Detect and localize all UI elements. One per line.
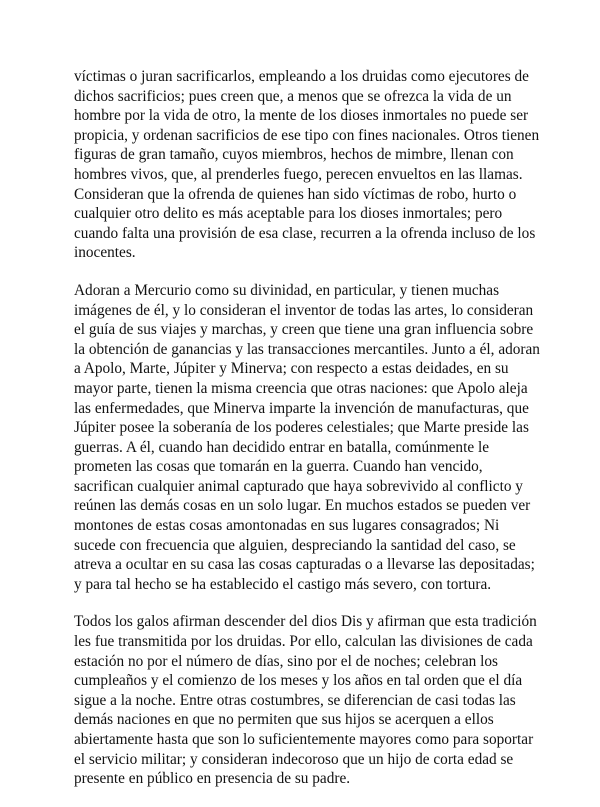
text-line: las enfermedades, que Minerva imparte la invención de manufacturas, que (74, 399, 529, 417)
text-line: mayor parte, tienen la misma creencia que otras naciones: que Apolo aleja (74, 379, 528, 397)
text-line: hombres vivos, que, al prenderles fuego, perecen envueltos en las llamas. (74, 165, 523, 183)
text-line: sucede con frecuencia que alguien, despreciando la santidad del caso, se (74, 536, 516, 554)
text-line: cualquier otro delito es más aceptable para los dioses inmortales; pero (74, 205, 503, 223)
text-line: Adoran a Mercurio como su divinidad, en particular, y tienen muchas (74, 281, 500, 299)
text-line: la obtención de ganancias y las transacciones mercantiles. Junto a él, adoran (74, 340, 540, 358)
text-line: a Apolo, Marte, Júpiter y Minerva; con respecto a estas deidades, en su (74, 360, 509, 378)
text-line: imágenes de él, y lo consideran el inventor de todas las artes, lo consideran (74, 301, 534, 319)
text-line: cuando falta una provisión de esa clase, recurren a la ofrenda incluso de los (74, 224, 536, 242)
text-line: dichos sacrificios; pues creen que, a menos que se ofrezca la vida de un (74, 87, 512, 105)
text-line: sigue a la noche. Entre otras costumbres, se diferencian de casi todas las (74, 691, 516, 709)
document-page (74, 67, 540, 807)
paragraph-2 (74, 281, 540, 595)
paragraph-3 (74, 612, 537, 788)
text-line: inocentes. (74, 244, 136, 262)
text-line: el servicio militar; y consideran indecoroso que un hijo de corta edad se (74, 750, 514, 768)
text-line: Júpiter posee la soberanía de los poderes celestiales; que Marte preside las (74, 419, 529, 437)
text-line: demás naciones en que no permiten que sus hijos se acerquen a ellos (74, 711, 494, 729)
text-line: Consideran que la ofrenda de quienes han sido víctimas de robo, hurto o (74, 185, 517, 203)
text-line: prometen las cosas que tomarán en la guerra. Cuando han vencido, (74, 458, 483, 476)
text-line: presente en público en presencia de su padre. (74, 770, 351, 788)
text-line: estación no por el número de días, sino por el de noches; celebran los (74, 652, 498, 670)
text-line: reúnen las demás cosas en un solo lugar. En muchos estados se pueden ver (74, 497, 531, 515)
text-line: hombre por la vida de otro, la mente de los dioses inmortales no puede ser (74, 107, 529, 125)
text-line: atreva a ocultar en su casa las cosas capturadas o a llevarse las depositadas; (74, 556, 535, 574)
text-line: propicia, y ordenan sacrificios de ese tipo con fines nacionales. Otros tienen (74, 126, 540, 144)
paragraph-1 (74, 67, 540, 263)
text-line: y para tal hecho se ha establecido el castigo más severo, con tortura. (74, 575, 492, 593)
text-line: Todos los galos afirman descender del dios Dis y afirman que esta tradición (74, 613, 537, 631)
text-line: sacrifican cualquier animal capturado que haya sobrevivido al conflicto y (74, 477, 523, 495)
text-line: figuras de gran tamaño, cuyos miembros, hechos de mimbre, llenan con (74, 146, 514, 164)
text-line: abiertamente hasta que son lo suficientemente mayores como para soportar (74, 731, 534, 748)
text-line: guerras. A él, cuando han decidido entrar en batalla, comúnmente le (74, 438, 489, 456)
text-line: les fue transmitida por los druidas. Por ello, calculan las divisiones de cada (74, 633, 533, 651)
text-line: el guía de sus viajes y marchas, y creen que tiene una gran influencia sobre (74, 321, 534, 339)
text-line: montones de estas cosas amontonadas en sus lugares consagrados; Ni (74, 517, 500, 535)
text-line: cumpleaños y el comienzo de los meses y los años en tal orden que el día (74, 672, 523, 690)
text-line: víctimas o juran sacrificarlos, empleando a los druidas como ejecutores de (74, 68, 529, 85)
